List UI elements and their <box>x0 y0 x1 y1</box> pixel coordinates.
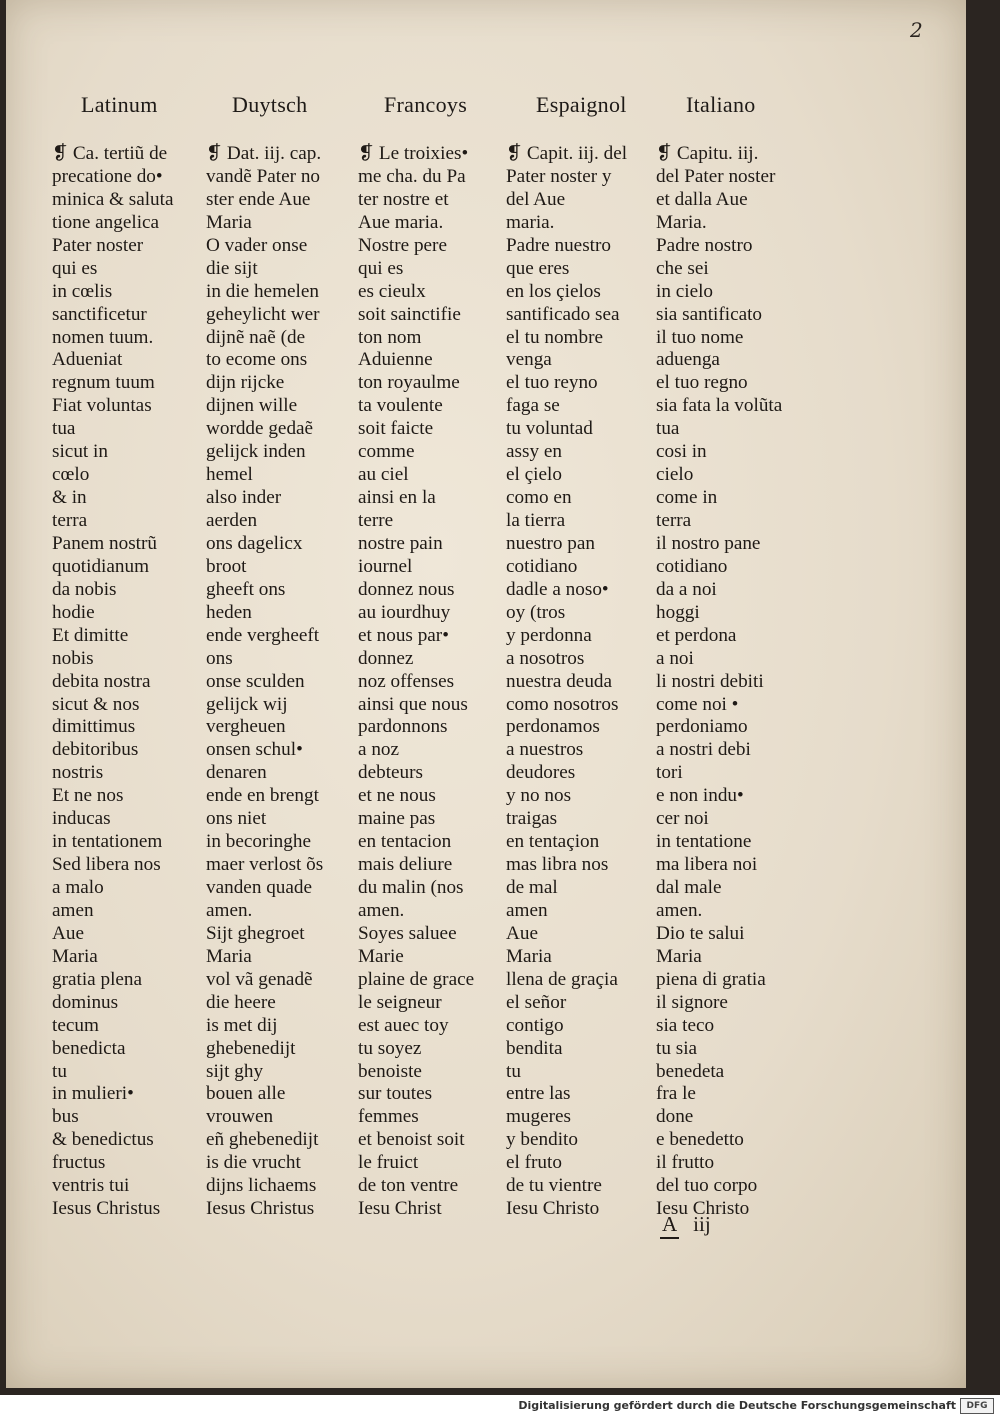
text-line: benedicta <box>52 1037 126 1059</box>
text-line: wordde gedaẽ <box>206 418 314 440</box>
text-line: deudores <box>506 762 576 784</box>
text-line: a nosotros <box>506 647 585 669</box>
text-line: in tentationem <box>52 831 163 853</box>
text-line: maer verlost õs <box>206 854 324 876</box>
text-line: el señor <box>506 991 567 1013</box>
text-line: Aue maria. <box>358 211 444 233</box>
text-line: tu <box>52 1060 67 1082</box>
text-line: ghebenedijt <box>206 1037 296 1059</box>
text-line: die heere <box>206 991 276 1013</box>
column-latin <box>52 143 174 1221</box>
text-line: dijnen wille <box>206 395 298 417</box>
text-line: regnum tuum <box>52 372 155 394</box>
text-line: en tentacion <box>358 831 452 853</box>
text-line: benedeta <box>656 1060 725 1082</box>
header-latin: Latinum <box>81 92 158 117</box>
text-line: sijt ghy <box>206 1060 264 1082</box>
column-dutch <box>206 143 323 1221</box>
text-line: el tuo regno <box>656 372 748 394</box>
text-line: ❡ Ca. tertiũ de <box>52 143 168 164</box>
text-line: denaren <box>206 762 267 784</box>
text-line: O vader onse <box>206 234 308 256</box>
text-line: come in <box>656 487 718 509</box>
text-line: in mulieri• <box>52 1083 134 1105</box>
header-spanish: Espaignol <box>536 92 627 117</box>
text-line: a nuestros <box>506 739 584 761</box>
text-line: mugeres <box>506 1106 572 1128</box>
text-line: vrouwen <box>206 1106 274 1128</box>
text-line: dijnẽ naẽ (de <box>206 326 306 348</box>
text-line: del Pater noster <box>656 165 776 187</box>
text-line: debitoribus <box>52 739 139 761</box>
text-line: ton nom <box>358 326 422 348</box>
text-line: venga <box>506 349 552 371</box>
text-line: vol vã genadẽ <box>206 968 313 990</box>
text-line: Aduienne <box>358 349 433 371</box>
text-line: ainsi que nous <box>358 693 468 715</box>
text-line: in tentatione <box>656 831 752 853</box>
text-line: terra <box>52 510 88 531</box>
text-line: Aue <box>506 922 538 944</box>
text-line: es cieulx <box>358 280 426 302</box>
text-line: dominus <box>52 991 119 1013</box>
text-line: cœlo <box>52 464 90 486</box>
text-line: sicut & nos <box>52 693 140 715</box>
text-line: a nostri debi <box>656 739 751 761</box>
text-line: precatione do• <box>52 165 163 187</box>
text-line: cer noi <box>656 808 709 830</box>
text-line: traigas <box>506 808 558 830</box>
text-line: maria. <box>506 211 555 233</box>
text-line: li nostri debiti <box>656 670 764 692</box>
text-line: e benedetto <box>656 1129 744 1151</box>
text-line: aerden <box>206 510 258 531</box>
text-line: dal male <box>656 877 722 898</box>
text-line: dijn rijcke <box>206 372 285 394</box>
text-line: vandẽ Pater no <box>206 165 321 187</box>
text-line: onsen schul• <box>206 739 303 761</box>
text-line: onse sculden <box>206 670 305 692</box>
text-line: et perdona <box>656 624 737 646</box>
text-line: et dalla Aue <box>656 188 748 210</box>
text-line: Et dimitte <box>52 624 129 646</box>
text-line: sur toutes <box>358 1083 433 1105</box>
text-line: ❡ Dat. iij. cap. <box>206 143 322 164</box>
text-line: Maria <box>206 945 252 967</box>
text-line: nobis <box>52 647 94 669</box>
text-line: Padre nuestro <box>506 234 611 256</box>
text-line: ons niet <box>206 808 267 830</box>
text-line: el çielo <box>506 464 562 486</box>
text-line: che sei <box>656 257 709 279</box>
text-line: tecum <box>52 1014 99 1036</box>
text-line: broot <box>206 555 247 577</box>
text-line: fructus <box>52 1152 106 1174</box>
text-line: el tu nombre <box>506 326 603 348</box>
text-line: come noi • <box>656 693 739 715</box>
text-line: y bendito <box>506 1129 578 1151</box>
text-line: cotidiano <box>506 555 578 577</box>
text-line: Marie <box>358 945 404 967</box>
text-line: Pater noster <box>52 234 144 256</box>
text-line: bouen alle <box>206 1083 286 1105</box>
text-line: eñ ghebenedijt <box>206 1129 319 1151</box>
text-line: tori <box>656 762 683 784</box>
text-line: ma libera noi <box>656 854 758 876</box>
text-line: gheeft ons <box>206 578 286 600</box>
book-page <box>6 0 966 1388</box>
text-line: amen <box>506 899 548 921</box>
text-line: in becoringhe <box>206 831 311 853</box>
text-line: ons <box>206 647 233 669</box>
column-french <box>358 143 474 1221</box>
text-line: en tentaçion <box>506 831 600 853</box>
text-line: fra le <box>656 1083 696 1105</box>
text-line: Panem nostrũ <box>52 532 157 554</box>
text-line: llena de graçia <box>506 968 618 990</box>
text-line: da a noi <box>656 578 717 600</box>
text-line: et ne nous <box>358 785 436 807</box>
text-line: perdonamos <box>506 716 600 738</box>
text-line: nuestro pan <box>506 532 595 554</box>
text-line: da nobis <box>52 578 117 600</box>
text-line: dadle a noso• <box>506 578 609 600</box>
text-line: santificado sea <box>506 303 620 325</box>
text-line: amen. <box>358 899 405 921</box>
text-line: et nous par• <box>358 624 449 646</box>
text-line: assy en <box>506 441 562 463</box>
text-line: ❡ Le troixies• <box>358 143 469 164</box>
text-line: Maria <box>52 945 98 967</box>
text-line: to ecome ons <box>206 349 308 371</box>
text-line: entre las <box>506 1083 571 1105</box>
text-line: iournel <box>358 555 413 577</box>
text-line: in cielo <box>656 280 714 302</box>
text-line: comme <box>358 441 415 463</box>
text-line: amen. <box>206 899 253 921</box>
text-line: sicut in <box>52 441 108 463</box>
text-line: ❡ Capit. iij. del <box>506 143 628 164</box>
text-line: a malo <box>52 877 104 898</box>
text-line: tione angelica <box>52 211 160 233</box>
text-line: hodie <box>52 601 95 623</box>
text-line: ta voulente <box>358 395 443 417</box>
text-line: cosi in <box>656 441 707 463</box>
text-line: Soyes saluee <box>358 922 457 944</box>
text-line: & benedictus <box>52 1129 154 1151</box>
text-line: le fruict <box>358 1152 419 1174</box>
text-line: nostre pain <box>358 532 443 554</box>
text-line: minica & saluta <box>52 188 174 210</box>
text-line: ton royaulme <box>358 372 460 394</box>
text-line: est auec toy <box>358 1014 449 1036</box>
text-line: Maria <box>206 211 252 233</box>
text-line: Iesus Christus <box>52 1198 161 1220</box>
text-line: il frutto <box>656 1152 715 1174</box>
text-line: tua <box>656 418 680 440</box>
text-line: in cœlis <box>52 280 113 302</box>
text-line: ventris tui <box>52 1175 130 1197</box>
text-line: Adueniat <box>52 349 123 371</box>
column-italian <box>656 143 782 1221</box>
text-line: du malin (nos <box>358 877 464 898</box>
text-line: ende en brengt <box>206 785 319 807</box>
text-line: maine pas <box>358 808 436 830</box>
text-line: bendita <box>506 1037 563 1059</box>
text-line: dimittimus <box>52 716 136 738</box>
text-line: et benoist soit <box>358 1129 465 1151</box>
text-line: de ton ventre <box>358 1175 459 1197</box>
text-line: oy (tros <box>506 601 566 623</box>
text-line: donnez <box>358 647 414 669</box>
text-line: del Aue <box>506 188 566 210</box>
text-line: que eres <box>506 257 570 279</box>
text-line: ❡ Capitu. iij. <box>656 143 759 164</box>
text-line: y perdonna <box>506 624 592 646</box>
text-line: inducas <box>52 808 111 830</box>
text-line: cotidiano <box>656 555 728 577</box>
text-line: & in <box>52 487 87 509</box>
text-line: el fruto <box>506 1152 562 1174</box>
header-dutch: Duytsch <box>232 92 308 117</box>
text-line: e non indu• <box>656 785 744 807</box>
signature-mark <box>660 1212 711 1239</box>
text-line: done <box>656 1106 694 1128</box>
text-line: ster ende Aue <box>206 188 311 210</box>
text-line: femmes <box>358 1106 419 1128</box>
text-line: piena di gratia <box>656 968 766 990</box>
text-line: soit sainctifie <box>358 303 461 325</box>
text-line: Pater noster y <box>506 165 612 187</box>
text-line: Sijt ghegroet <box>206 922 305 944</box>
text-line: tua <box>52 418 76 440</box>
text-line: Sed libera nos <box>52 854 161 876</box>
header-french: Francoys <box>384 92 468 117</box>
text-line: contigo <box>506 1014 564 1036</box>
column-spanish <box>506 143 627 1221</box>
text-line: me cha. du Pa <box>358 165 466 187</box>
text-line: gelijck wij <box>206 693 288 715</box>
text-line: ons dagelicx <box>206 532 303 554</box>
text-line: Iesus Christus <box>206 1198 315 1220</box>
text-line: Padre nostro <box>656 234 753 256</box>
signature-letter: A <box>660 1212 679 1239</box>
text-line: como nosotros <box>506 693 619 715</box>
text-line: Nostre pere <box>358 234 447 256</box>
text-line: sia teco <box>656 1014 715 1036</box>
text-line: noz offenses <box>358 670 455 692</box>
text-line: y no nos <box>506 785 572 807</box>
text-line: Iesu Christo <box>506 1198 600 1220</box>
text-line: debteurs <box>358 762 424 784</box>
text-line: nomen tuum. <box>52 326 154 348</box>
text-line: a noz <box>358 739 400 761</box>
text-line: Iesu Christo <box>656 1198 750 1220</box>
text-line: Maria. <box>656 211 707 233</box>
text-line: il signore <box>656 991 728 1013</box>
text-line: Fiat voluntas <box>52 395 152 417</box>
header-italian: Italiano <box>686 92 756 117</box>
text-line: hoggi <box>656 601 700 623</box>
text-line: Maria <box>656 945 702 967</box>
text-line: Et ne nos <box>52 785 124 807</box>
text-line: hemel <box>206 464 253 486</box>
text-line: sia santificato <box>656 303 763 325</box>
text-line: amen <box>52 899 94 921</box>
text-line: il tuo nome <box>656 326 744 348</box>
text-line: pardonnons <box>358 716 448 738</box>
folio-number: 2 <box>910 18 923 42</box>
text-line: donnez nous <box>358 578 455 600</box>
text-line: Maria <box>506 945 552 967</box>
text-line: aduenga <box>656 349 720 371</box>
text-line: ende vergheeft <box>206 624 320 646</box>
text-line: dijns lichaems <box>206 1175 317 1197</box>
text-line: a noi <box>656 647 694 669</box>
text-line: amen. <box>656 899 703 921</box>
text-line: tu voluntad <box>506 418 593 440</box>
text-line: tu <box>506 1060 521 1082</box>
text-line: plaine de grace <box>358 968 475 990</box>
text-line: gelijck inden <box>206 441 306 463</box>
text-line: faga se <box>506 395 560 417</box>
column-headers <box>6 92 966 126</box>
text-line: terra <box>656 510 692 531</box>
text-line: gratia plena <box>52 968 143 990</box>
text-line: la tierra <box>506 510 566 531</box>
text-line: en los çielos <box>506 280 601 302</box>
text-line: tu soyez <box>358 1037 422 1059</box>
text-line: el tuo reyno <box>506 372 598 394</box>
text-line: mais deliure <box>358 854 453 876</box>
text-line: nostris <box>52 762 104 784</box>
text-line: qui es <box>358 257 404 279</box>
dfg-logo: DFG <box>960 1398 994 1414</box>
text-line: de mal <box>506 877 558 898</box>
text-line: Aue <box>52 922 84 944</box>
text-line: bus <box>52 1106 79 1128</box>
text-line: quotidianum <box>52 555 149 577</box>
footer-credit: Digitalisierung gefördert durch die Deutsche Forschungsgemeinschaft <box>518 1399 956 1412</box>
signature-number: iij <box>693 1212 711 1236</box>
text-line: tu sia <box>656 1037 698 1059</box>
text-line: geheylicht wer <box>206 303 320 325</box>
text-line: debita nostra <box>52 670 151 692</box>
text-line: au ciel <box>358 464 409 486</box>
text-line: le seigneur <box>358 991 442 1013</box>
text-line: como en <box>506 487 572 509</box>
text-line: sia fata la volũta <box>656 395 783 417</box>
text-line: au iourdhuy <box>358 601 451 623</box>
text-line: in die hemelen <box>206 280 319 302</box>
text-line: vanden quade <box>206 877 313 898</box>
text-line: qui es <box>52 257 98 279</box>
text-line: del tuo corpo <box>656 1175 758 1197</box>
text-line: il nostro pane <box>656 532 761 554</box>
text-line: is met dij <box>206 1014 278 1036</box>
text-line: ainsi en la <box>358 487 436 509</box>
text-line: also inder <box>206 487 282 509</box>
text-line: is die vrucht <box>206 1152 301 1174</box>
text-line: terre <box>358 510 394 531</box>
text-line: vergheuen <box>206 716 286 738</box>
text-line: mas libra nos <box>506 854 609 876</box>
text-line: Dio te salui <box>656 922 745 944</box>
text-line: Iesu Christ <box>358 1198 442 1220</box>
text-line: soit faicte <box>358 418 434 440</box>
text-line: nuestra deuda <box>506 670 613 692</box>
text-line: benoiste <box>358 1060 422 1082</box>
text-line: de tu vientre <box>506 1175 602 1197</box>
text-line: sanctificetur <box>52 303 147 325</box>
text-line: die sijt <box>206 257 258 279</box>
text-line: heden <box>206 601 252 623</box>
text-line: cielo <box>656 464 694 486</box>
text-line: ter nostre et <box>358 188 449 210</box>
text-line: perdoniamo <box>656 716 748 738</box>
